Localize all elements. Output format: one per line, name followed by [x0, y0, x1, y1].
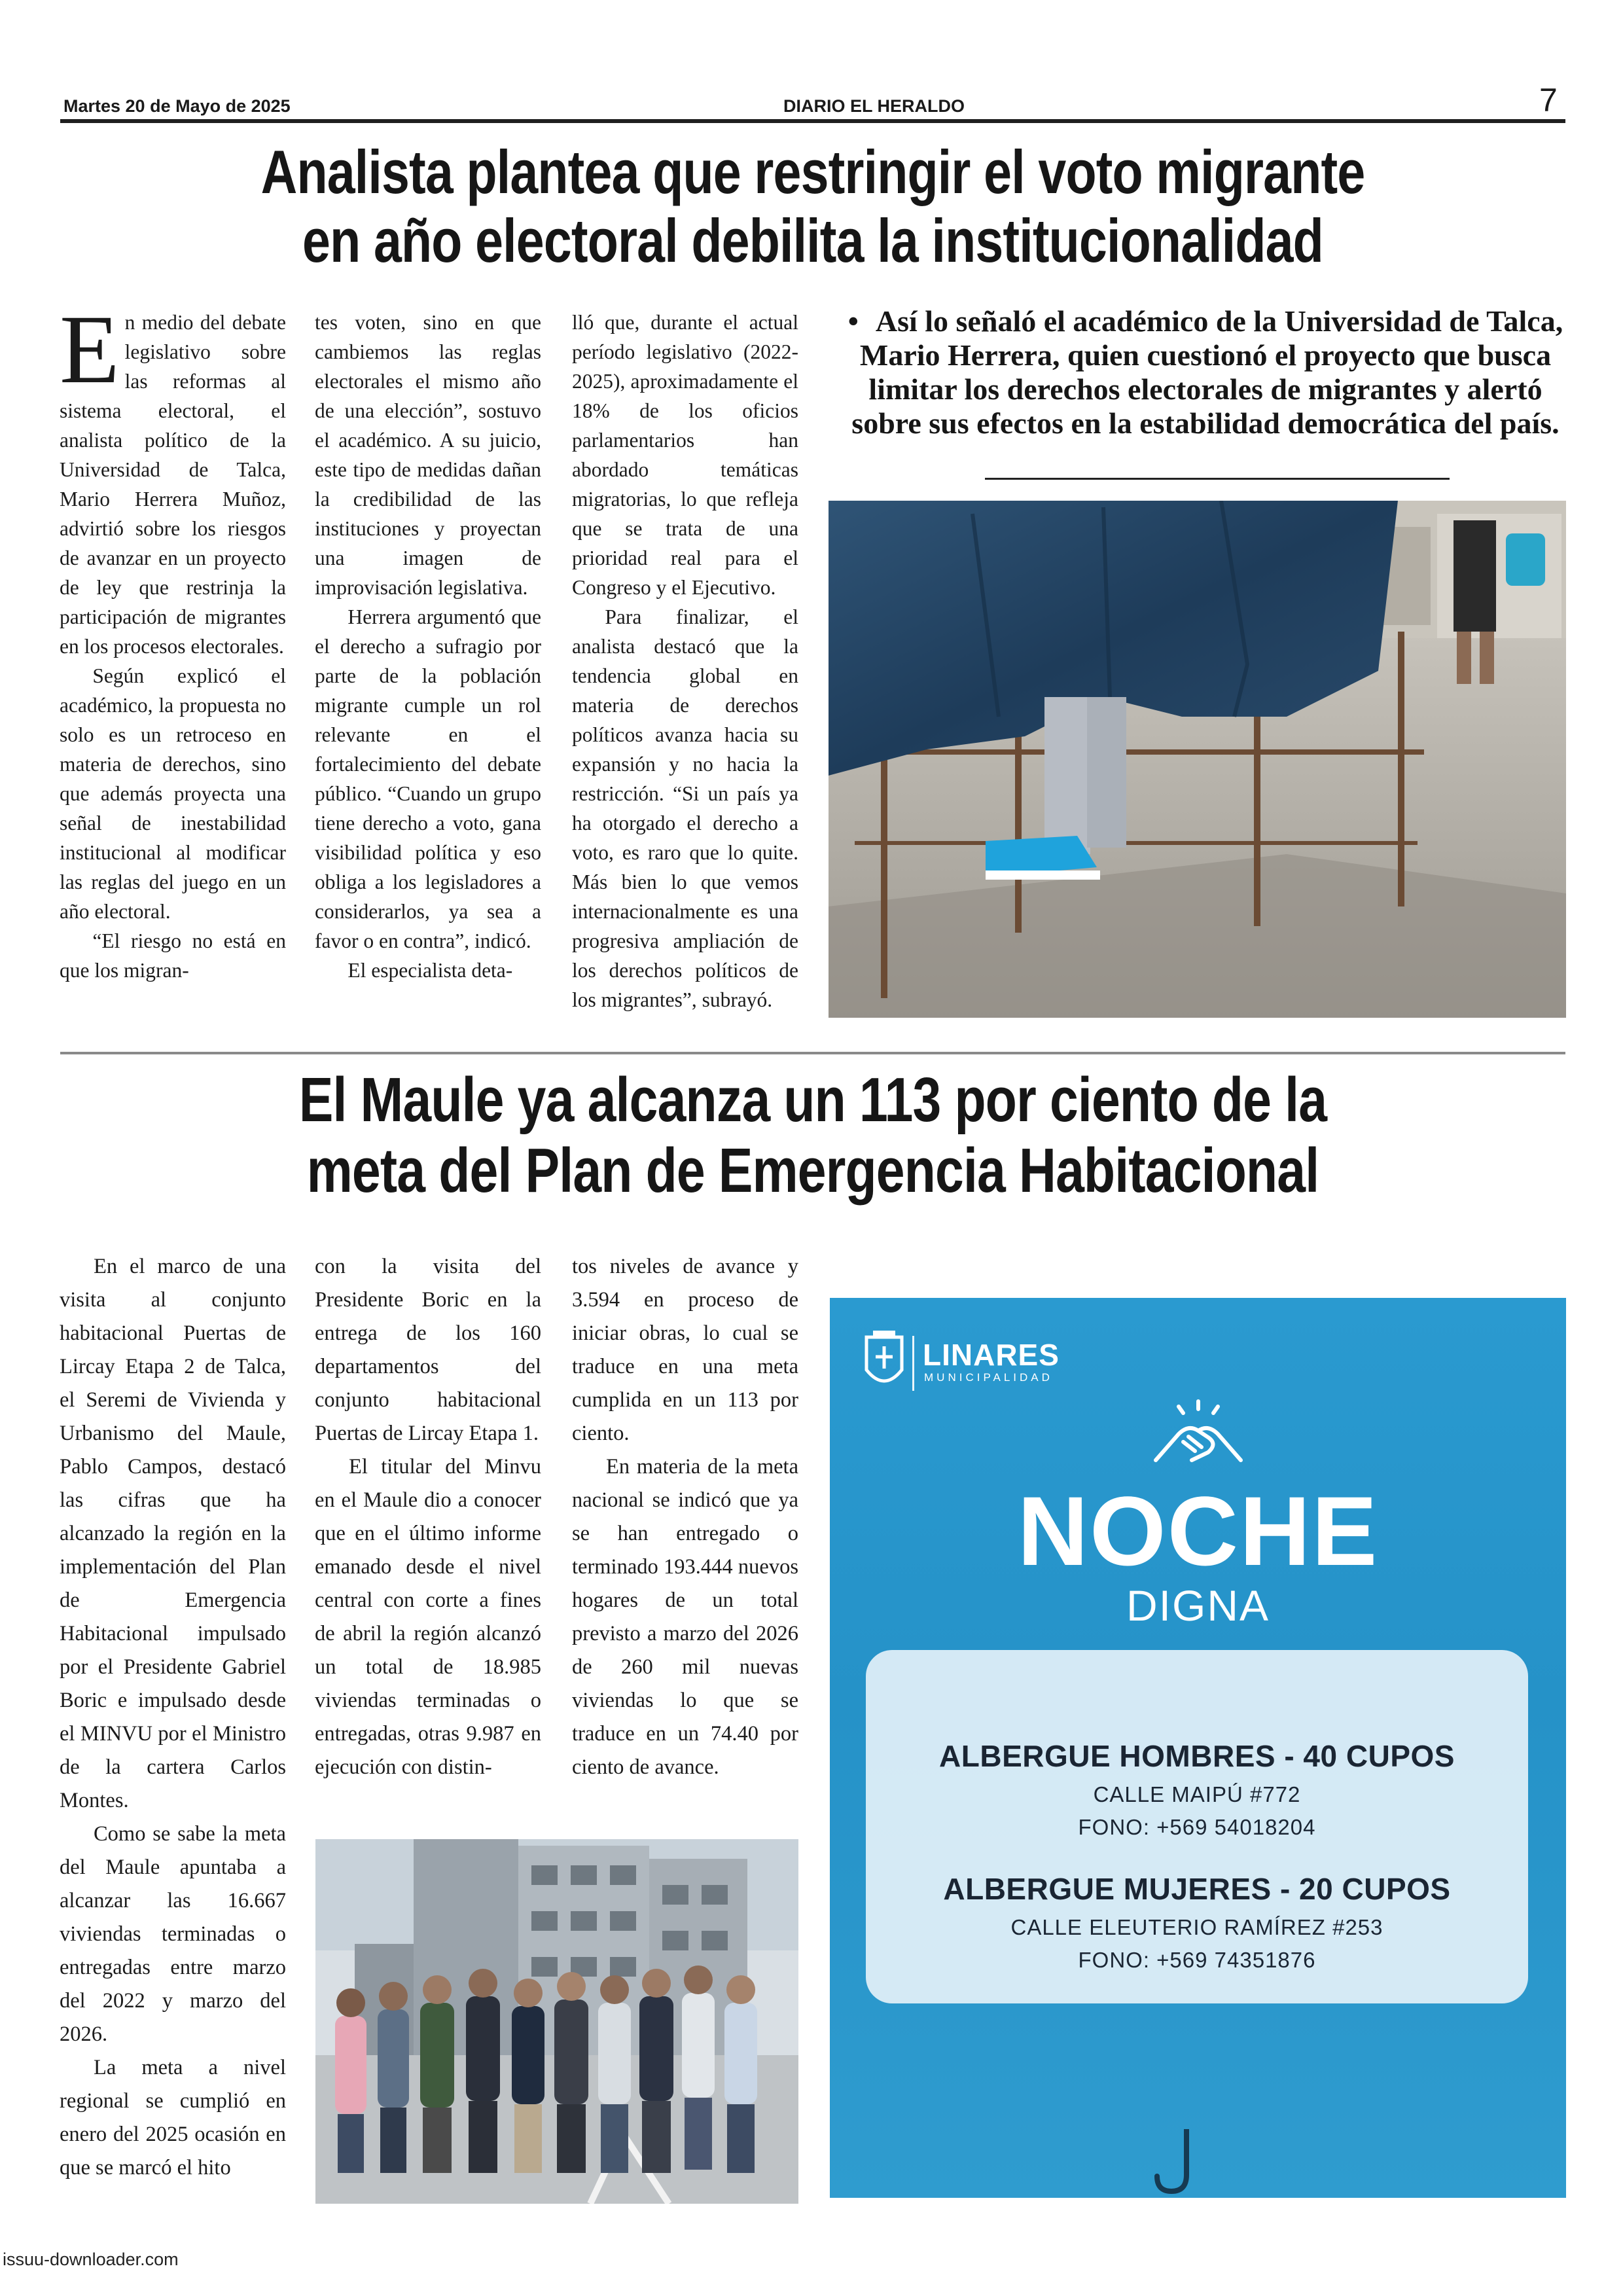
article2-paragraph: con la visita del Presidente Boric en la entrega de los 160 departamentos del conjunto habitacional Puertas de Lircay Etapa 1. — [315, 1255, 541, 1445]
group-photo-illustration — [315, 1839, 798, 2204]
shelter-men-address: CALLE MAIPÚ #772 — [1093, 1782, 1301, 1806]
ad-logo-subtitle: MUNICIPALIDAD — [924, 1371, 1053, 1384]
ad-title: NOCHE — [1017, 1476, 1379, 1586]
drop-cap: E — [60, 295, 120, 404]
shelter-women-title: ALBERGUE MUJERES - 20 CUPOS — [943, 1872, 1451, 1906]
newspaper-name: DIARIO EL HERALDO — [783, 96, 965, 116]
umbrella-handle-icon — [1137, 2129, 1236, 2198]
article2-paragraph: En materia de la meta nacional se indicó que ya se han entregado o terminado 193.444 nuevos hogares de un total previsto a marzo del 2026 de 260 mil nuevas viviendas lo que se traduce en un 74.40 por ciento de avance. — [572, 1455, 798, 1779]
ad-subtitle: DIGNA — [1126, 1581, 1270, 1630]
article2-paragraph: tos niveles de avance y 3.594 en proceso de iniciar obras, lo cual se traduce en una meta cumplida en un 113 por ciento. — [572, 1255, 798, 1445]
article1-paragraph: Para finalizar, el analista destacó que la tendencia global en materia de derechos políticos avanza hacia su expansión y no hacia la restricción. “Si un país ya ha otorgado el derecho a voto, es raro que lo quite. Más bien lo que vemos internacionalmente es una progresiva ampliación de los derechos políticos de los migrantes”, subrayó. — [572, 605, 798, 1011]
shelter-women-address: CALLE ELEUTERIO RAMÍREZ #253 — [1010, 1915, 1383, 1939]
article1-summary-text: Así lo señaló el académico de la Universidad de Talca, Mario Herrera, quien cuestionó el proyecto que busca limitar los derechos electorales de migrantes y alertó sobre sus efectos en la estabilidad democrática del país. — [851, 304, 1563, 440]
shelter-info-card — [866, 1650, 1528, 2003]
article1-paragraph: Herrera argumentó que el derecho a sufragio por parte de la población migrante cumple un rol relevante en el fortalecimiento del debate público. “Cuando un grupo tiene derecho a voto, gana visibilidad política y eso obliga a los legisladores a considerarlos, ya sea a favor o en contra”, indicó. — [315, 605, 541, 952]
article2-headline — [196, 1065, 1430, 1206]
bullet-icon: • — [847, 304, 859, 338]
article1-column-1 — [60, 295, 286, 985]
article2-column-3 — [572, 1250, 798, 1784]
article2-column-1 — [60, 1250, 286, 2185]
noche-digna-ad — [830, 1298, 1566, 2198]
group-photo — [315, 1839, 798, 2204]
linares-crest-icon — [861, 1329, 907, 1395]
section-divider — [60, 1052, 1565, 1054]
article2-headline-line: El Maule ya alcanza un 113 por ciento de la — [298, 1065, 1327, 1135]
article1-headline-line: en año electoral debilita la institucionalidad — [302, 206, 1323, 276]
article2-column-2 — [315, 1250, 541, 1784]
page-number: 7 — [1539, 82, 1558, 118]
issue-date: Martes 20 de Mayo de 2025 — [63, 96, 291, 116]
article1-column-3 — [572, 308, 798, 1014]
header-rule — [60, 119, 1565, 123]
article1-headline-line: Analista plantea que restringir el voto migrante — [260, 137, 1365, 206]
article1-paragraph: “El riesgo no está en que los migran- — [60, 929, 286, 982]
handshake-icon — [1143, 1395, 1254, 1473]
article1-paragraph: El especialista deta- — [348, 959, 513, 982]
article1-headline — [196, 137, 1430, 276]
shelter-women-phone: FONO: +569 74351876 — [1078, 1948, 1316, 1972]
article1-paragraph-text: n medio del debate legislativo sobre las reformas al sistema electoral, el analista político de la Universidad de Talca, Mario Herrera Muñoz, advirtió sobre los riesgos de avanzar en un proyecto de ley que restrinja la participación de migrantes en los procesos electorales. — [60, 311, 286, 658]
article1-summary — [846, 304, 1565, 440]
shelter-men-title: ALBERGUE HOMBRES - 40 CUPOS — [939, 1739, 1455, 1773]
article1-column-2 — [315, 308, 541, 985]
article1-paragraph: lló que, durante el actual período legislativo (2022-2025), aproximadamente el 18% de los oficios parlamentarios han abordado temáticas migratorias, lo que refleja que se trata de una prioridad real para el Congreso y el Ejecutivo. — [572, 311, 798, 599]
article2-paragraph: En el marco de una visita al conjunto habitacional Puertas de Lircay Etapa 2 de Talca, el Seremi de Vivienda y Urbanismo del Maule, Pablo Campos, destacó las cifras que ha alcanzado la región en la implementación del Plan de Emergencia Habitacional impulsado por el Presidente Gabriel Boric e impulsado desde el MINVU por el Ministro de la cartera Carlos Montes. — [60, 1255, 286, 1812]
shelter-men-phone: FONO: +569 54018204 — [1078, 1815, 1316, 1839]
article1-paragraph: Según explicó el académico, la propuesta no solo es un retroceso en materia de derechos, sino que además proyecta una señal de inestabilidad institucional al modificar las reglas del juego en un año electoral. — [60, 664, 286, 923]
ad-logo-name: LINARES — [923, 1338, 1060, 1372]
footer-credit: issuu-downloader.com — [3, 2250, 179, 2269]
article2-paragraph: La meta a nivel regional se cumplió en enero del 2025 ocasión en que se marcó el hito — [60, 2056, 286, 2179]
voting-booth-illustration — [829, 501, 1566, 1018]
article1-paragraph — [60, 295, 286, 661]
article1-paragraph: tes voten, sino en que cambiemos las reglas electorales el mismo año de una elección”, sostuvo el académico. A su juicio, este tipo de medidas dañan la credibilidad de las instituciones y proyectan una imagen de improvisación legislativa. — [315, 311, 541, 599]
article2-paragraph: Como se sabe la meta del Maule apuntaba a alcanzar las 16.667 viviendas terminadas o entregadas entre marzo del 2022 y marzo del 2026. — [60, 1822, 286, 2046]
article2-paragraph: El titular del Minvu en el Maule dio a conocer que en el último informe emanado desde el nivel central con corte a fines de abril la región alcanzó un total de 18.985 viviendas terminadas o entregadas, otras 9.987 en ejecución con distin- — [315, 1455, 541, 1779]
voting-booth-photo — [829, 501, 1566, 1018]
summary-underline — [985, 478, 1450, 480]
ad-logo-divider — [912, 1336, 914, 1391]
article2-headline-line: meta del Plan de Emergencia Habitacional — [306, 1135, 1319, 1206]
